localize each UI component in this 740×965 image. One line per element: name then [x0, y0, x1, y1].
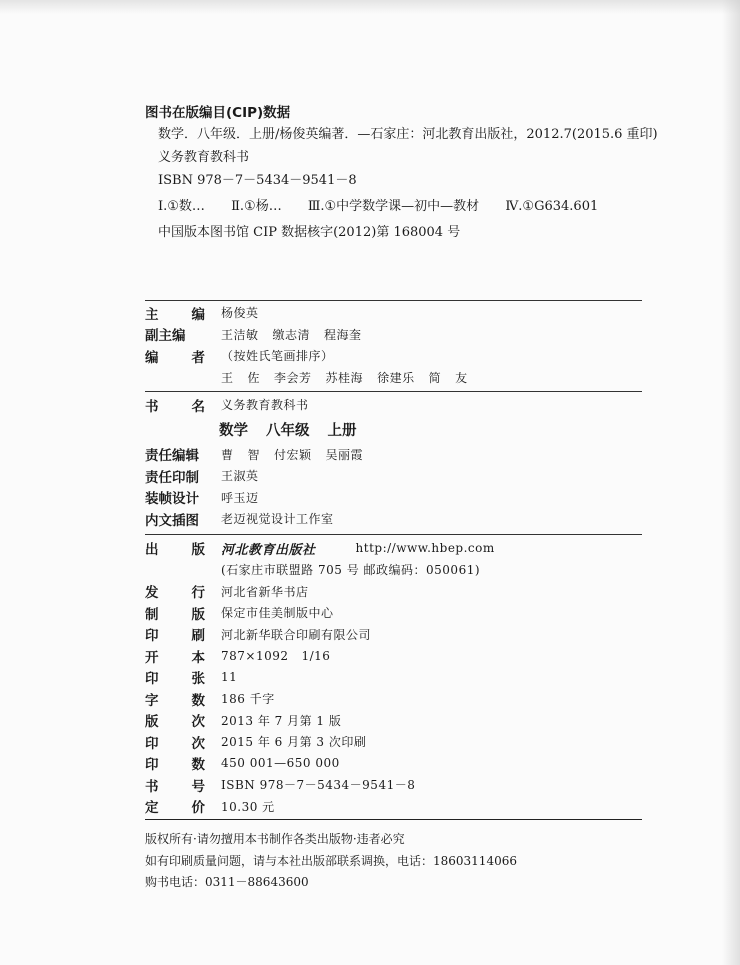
cip-class-2: Ⅱ.①杨…	[231, 199, 282, 214]
pub-row-printing: 印 刷 河北新华联合印刷有限公司	[145, 627, 372, 645]
deputy-editor-row	[145, 324, 642, 346]
pub-value: 保定市佳美制版中心	[221, 606, 334, 621]
chief-editor-name: 杨俊英	[221, 306, 259, 321]
pub-row-impression: 印 次 2015 年 6 月第 3 次印刷	[145, 735, 367, 752]
cip-classification	[145, 195, 705, 218]
editors-label: 编 者	[145, 349, 205, 366]
book-series: 义务教育教科书	[221, 398, 309, 413]
editors-note: （按姓氏笔画排序）	[221, 349, 334, 364]
pub-value: 10.30 元	[221, 799, 275, 814]
responsible-editor-label: 责任编辑	[145, 448, 199, 465]
scan-shadow-right	[722, 0, 740, 965]
cip-record-number: 中国版本图书馆 CIP 数据核字(2012)第 168004 号	[158, 225, 461, 240]
cip-bibliographic-line: 数学．八年级．上册/杨俊英编著．—石家庄：河北教育出版社，2012.7(2015.6 重印)	[158, 127, 658, 142]
purchase-phone: 购书电话：0311－88643600	[145, 875, 309, 889]
divider	[145, 391, 642, 392]
pub-row-price: 定 价 10.30 元	[145, 799, 275, 817]
illustration-name: 老迈视觉设计工作室	[221, 512, 334, 527]
pub-row-isbn: 书 号 ISBN 978－7－5434－9541－8	[145, 778, 416, 795]
divider	[145, 534, 642, 535]
responsible-print-row	[145, 465, 642, 487]
cip-isbn: ISBN 978－7－5434－9541－8	[158, 173, 357, 188]
cip-class-4: Ⅳ.①G634.601	[505, 199, 599, 214]
pub-value: 2013 年 7 月第 1 版	[221, 713, 342, 728]
publisher-label: 出 版	[145, 542, 205, 559]
publisher-url: http://www.hbep.com	[355, 541, 495, 556]
divider	[145, 300, 642, 301]
cip-class-1: Ⅰ.①数…	[158, 199, 205, 214]
publisher-address-row	[145, 559, 642, 581]
copyright-notice: 版权所有·请勿擅用本书制作各类出版物·违者必究	[145, 832, 405, 846]
editors-names: 王 佐 李会芳 苏桂海 徐建乐 简 友	[221, 370, 468, 385]
credits-block	[145, 300, 642, 820]
pub-row-print-run: 印 数 450 001—650 000	[145, 756, 340, 774]
pub-row-sheets: 印 张 11	[145, 670, 238, 688]
quality-notice: 如有印刷质量问题，请与本社出版部联系调换，电话：18603114066	[145, 853, 517, 868]
cip-block	[145, 101, 705, 244]
publisher-address: (石家庄市联盟路 705 号 邮政编码：050061)	[221, 563, 481, 578]
binding-design-name: 呼玉迈	[221, 490, 259, 505]
binding-design-label: 装帧设计	[145, 491, 199, 508]
divider	[145, 819, 642, 820]
scan-shadow-top	[0, 0, 740, 14]
pub-row-word-count: 字 数 186 千字	[145, 692, 275, 709]
illustration-row	[145, 508, 642, 530]
editors-names-row	[145, 367, 642, 389]
pub-value: 450 001—650 000	[221, 756, 340, 771]
cip-series: 义务教育教科书	[158, 150, 250, 165]
publisher-row	[145, 538, 642, 560]
responsible-print-label: 责任印制	[145, 469, 199, 486]
pub-row-format: 开 本 787×1092 1/16	[145, 648, 331, 666]
book-name-row	[145, 394, 642, 416]
book-title: 数学 八年级 上册	[219, 423, 357, 439]
deputy-editor-label: 副主编	[145, 328, 186, 345]
pub-value: 11	[221, 670, 238, 685]
pub-row-distribution: 发 行 河北省新华书店	[145, 584, 309, 602]
publisher-logo: 河北教育出版社	[221, 542, 316, 558]
pub-value: 河北新华联合印刷有限公司	[221, 627, 372, 642]
pub-value: 787×1092 1/16	[221, 648, 331, 663]
cip-title: 图书在版编目(CIP)数据	[145, 105, 291, 121]
illustration-label: 内文插图	[145, 512, 199, 529]
book-name-label: 书 名	[145, 398, 205, 415]
pub-row-plate-making: 制 版 保定市佳美制版中心	[145, 606, 334, 623]
cip-class-3: Ⅲ.①中学数学课—初中—教材	[307, 199, 480, 214]
pub-value: ISBN 978－7－5434－9541－8	[221, 778, 416, 793]
editors-row	[145, 345, 642, 367]
responsible-editor-names: 曹 智 付宏颖 吴丽霞	[221, 447, 364, 462]
responsible-editor-row	[145, 444, 642, 466]
responsible-print-name: 王淑英	[221, 469, 259, 484]
chief-editor-row	[145, 302, 642, 324]
pub-value: 河北省新华书店	[221, 584, 309, 599]
pub-value: 186 千字	[221, 692, 275, 707]
chief-editor-label: 主 编	[145, 306, 205, 323]
footer-notice	[145, 829, 645, 894]
deputy-editor-names: 王洁敏 缴志清 程海奎	[221, 327, 362, 342]
binding-design-row	[145, 487, 642, 509]
pub-value: 2015 年 6 月第 3 次印刷	[221, 735, 367, 750]
pub-row-edition: 版 次 2013 年 7 月第 1 版	[145, 713, 342, 731]
